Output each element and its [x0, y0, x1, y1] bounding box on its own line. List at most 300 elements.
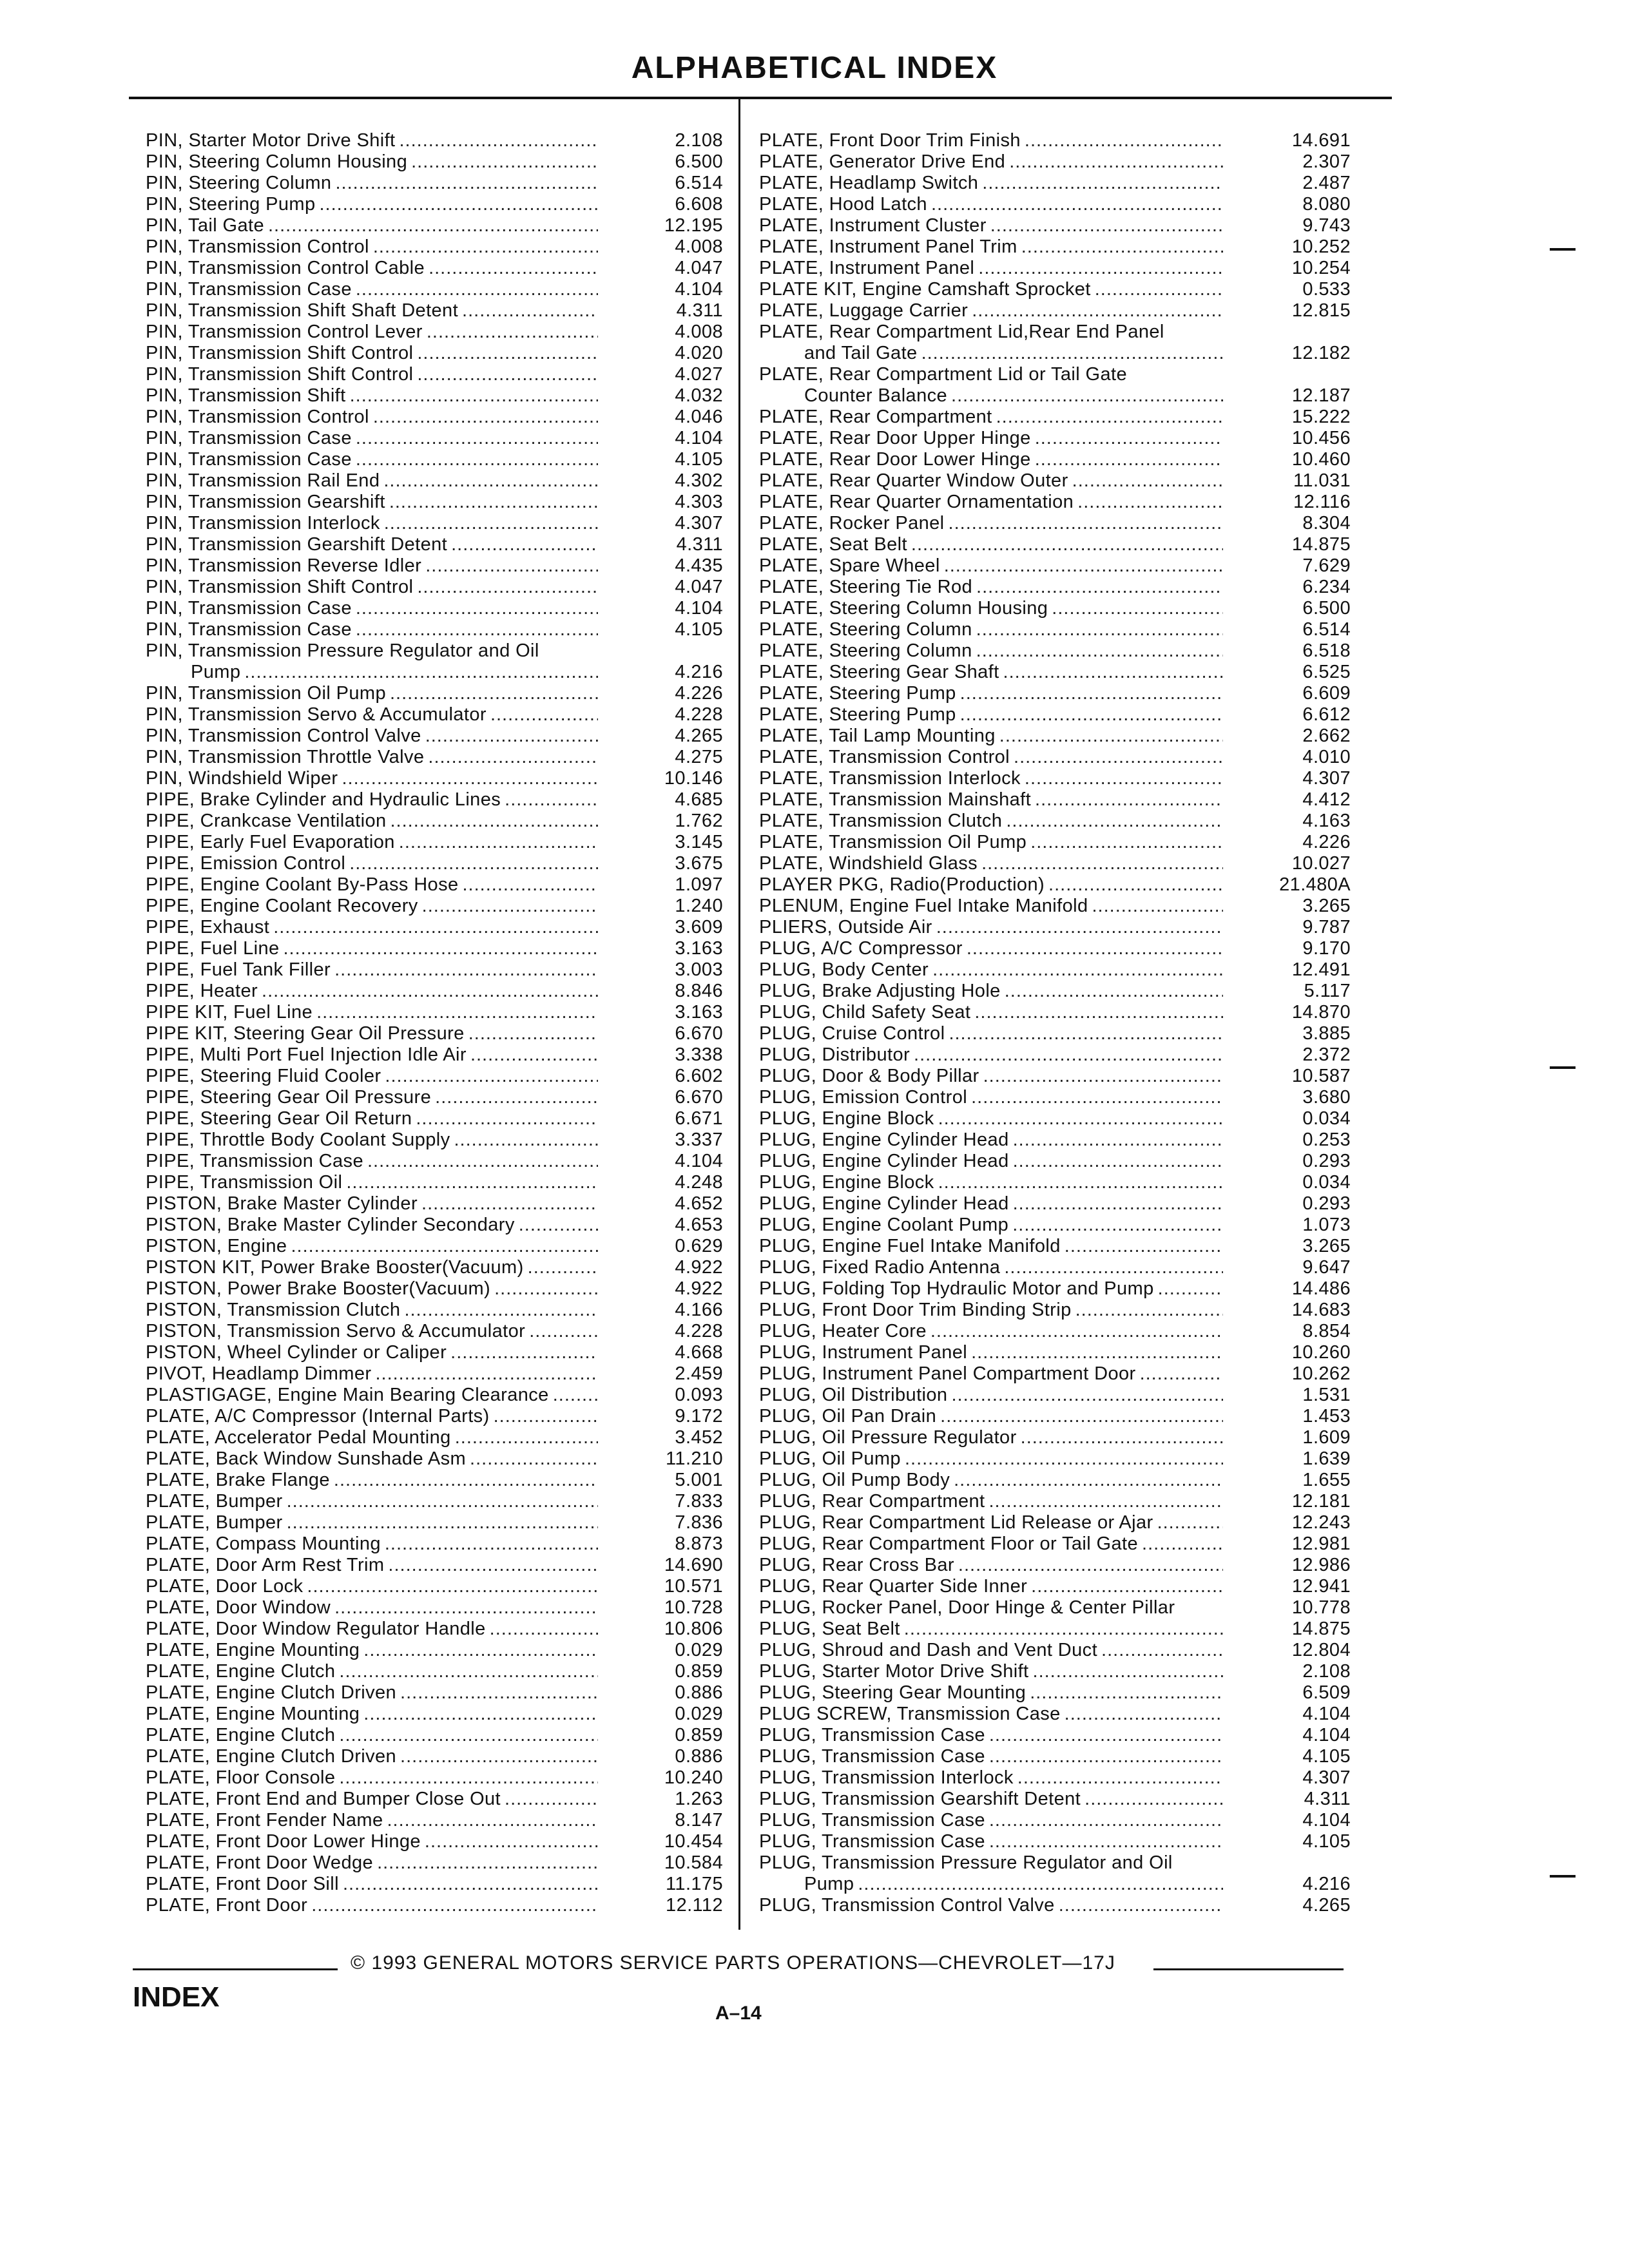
- entry-label-wrap: [146, 173, 602, 194]
- index-entry: [146, 279, 723, 300]
- entry-label-wrap: [146, 1810, 602, 1831]
- entry-label-wrap: [759, 981, 1227, 1002]
- index-entry: [759, 1023, 1351, 1044]
- entry-label-wrap: [146, 832, 602, 853]
- entry-name: PLATE, Steering Column Housing: [759, 598, 1048, 619]
- entry-name: PLUG, Emission Control: [759, 1087, 968, 1108]
- entry-label-wrap: [759, 513, 1227, 534]
- entry-page-ref: 4.104: [1302, 1810, 1351, 1831]
- index-entry: [759, 938, 1351, 959]
- entry-page-ref: 4.307: [675, 513, 723, 533]
- entry-name: PLUG, Engine Cylinder Head: [759, 1193, 1009, 1214]
- index-entry: [759, 1236, 1351, 1257]
- entry-label-wrap: [146, 1363, 602, 1385]
- entry-page-ref: 12.195: [664, 215, 723, 236]
- index-entry: [759, 1087, 1351, 1108]
- entry-page-ref: 0.886: [675, 1746, 723, 1767]
- entry-label-wrap: [146, 194, 602, 215]
- entry-label-wrap: [759, 322, 1227, 364]
- dot-leader: [976, 640, 1223, 662]
- entry-page-ref: 12.804: [1291, 1640, 1351, 1660]
- index-entry: [759, 768, 1351, 789]
- entry-label-wrap: [759, 959, 1227, 981]
- entry-page-ref: 10.587: [1291, 1066, 1351, 1086]
- entry-label-wrap: [759, 130, 1227, 151]
- dot-leader: [342, 768, 599, 789]
- dot-leader: [989, 1746, 1223, 1767]
- entry-page-ref: 4.104: [1302, 1725, 1351, 1745]
- index-entry: [759, 449, 1351, 470]
- dot-leader: [356, 449, 598, 470]
- dot-leader: [363, 1704, 598, 1725]
- entry-label-wrap: [146, 1321, 602, 1342]
- dot-leader: [505, 1789, 598, 1810]
- entry-page-ref: 10.778: [1291, 1597, 1351, 1618]
- entry-name: PLUG, Engine Block: [759, 1108, 934, 1129]
- entry-label-wrap: [146, 1427, 602, 1448]
- entry-page-ref: 4.685: [675, 789, 723, 810]
- index-entry: [146, 747, 723, 768]
- entry-name: PIN, Transmission Case: [146, 449, 352, 470]
- entry-name: PLUG, Transmission Gearshift Detent: [759, 1789, 1081, 1809]
- entry-label-wrap: [146, 789, 602, 811]
- entry-page-ref: 9.743: [1302, 215, 1351, 236]
- entry-name: PIN, Tail Gate: [146, 215, 264, 236]
- entry-name: PLATE, Steering Gear Shaft: [759, 662, 999, 682]
- page-number: A–14: [715, 2003, 762, 2024]
- entry-name: PLATE, Luggage Carrier: [759, 300, 969, 321]
- entry-page-ref: 1.263: [675, 1789, 723, 1809]
- entry-label-wrap: [146, 1895, 602, 1916]
- index-entry: [146, 215, 723, 236]
- dot-leader: [375, 1363, 598, 1385]
- entry-name: PIPE, Engine Coolant By-Pass Hose: [146, 874, 459, 895]
- index-entry: [146, 1491, 723, 1512]
- entry-page-ref: 9.647: [1302, 1257, 1351, 1278]
- entry-label-wrap: [759, 1236, 1227, 1257]
- entry-name: PLUG, Folding Top Hydraulic Motor and Pump: [759, 1278, 1154, 1299]
- entry-label-wrap: [759, 874, 1227, 896]
- entry-name: PLATE, Front Door Lower Hinge: [146, 1831, 421, 1852]
- entry-page-ref: 2.372: [1302, 1044, 1351, 1065]
- index-entry: [759, 194, 1351, 215]
- dot-leader: [494, 1406, 598, 1427]
- entry-label-wrap: [146, 640, 602, 683]
- entry-page-ref: 10.254: [1291, 258, 1351, 278]
- entry-label-wrap: [146, 1470, 602, 1491]
- entry-label-wrap: [146, 1342, 602, 1363]
- index-entry: [759, 1533, 1351, 1555]
- entry-page-ref: 1.453: [1302, 1406, 1351, 1427]
- dot-leader: [455, 1427, 598, 1448]
- entry-name: PIN, Steering Column: [146, 173, 332, 193]
- entry-name: PLUG, Rear Cross Bar: [759, 1555, 954, 1575]
- entry-page-ref: 4.302: [675, 470, 723, 491]
- section-label: INDEX: [133, 1981, 220, 2013]
- entry-name: PIN, Transmission Throttle Valve: [146, 747, 425, 767]
- entry-name: PLATE, Rear Compartment Lid or Tail Gate: [759, 364, 1127, 385]
- dot-leader: [462, 300, 598, 322]
- dot-leader: [911, 534, 1223, 555]
- entry-page-ref: 12.941: [1291, 1576, 1351, 1597]
- entry-label-wrap: [759, 534, 1227, 555]
- entry-label-wrap: [759, 832, 1227, 853]
- index-entry: [146, 1363, 723, 1385]
- entry-name: PLUG, Rear Quarter Side Inner: [759, 1576, 1028, 1597]
- index-entry: [146, 449, 723, 470]
- entry-name: PLUG, Engine Fuel Intake Manifold: [759, 1236, 1061, 1256]
- entry-page-ref: 3.337: [675, 1129, 723, 1150]
- index-entry: [759, 364, 1351, 407]
- dot-leader: [858, 1874, 1223, 1895]
- index-entry: [759, 1470, 1351, 1491]
- entry-page-ref: 10.260: [1291, 1342, 1351, 1363]
- index-entry: [146, 683, 723, 704]
- entry-name: PIN, Transmission Control Valve: [146, 726, 421, 746]
- entry-label-wrap: [146, 1597, 602, 1619]
- entry-label-wrap: [146, 1789, 602, 1810]
- entry-name: PLATE, Door Window: [146, 1597, 331, 1618]
- index-entry: [146, 917, 723, 938]
- entry-name: PLATE, Front Door Sill: [146, 1874, 339, 1894]
- entry-page-ref: 3.163: [675, 938, 723, 959]
- entry-label-wrap: [759, 1704, 1227, 1725]
- dot-leader: [921, 343, 1223, 364]
- entry-page-ref: 3.680: [1302, 1087, 1351, 1108]
- index-entry: [759, 407, 1351, 428]
- entry-page-ref: 3.265: [1302, 896, 1351, 916]
- entry-label-wrap: [146, 811, 602, 832]
- entry-name: PLATE, Front Door: [146, 1895, 308, 1916]
- entry-page-ref: 4.008: [675, 322, 723, 342]
- entry-label-wrap: [146, 1023, 602, 1044]
- index-entry: [759, 173, 1351, 194]
- dot-leader: [346, 1172, 598, 1193]
- dot-leader: [356, 279, 598, 300]
- index-entry: [146, 598, 723, 619]
- entry-name: PIN, Transmission Case: [146, 279, 352, 300]
- index-entry: [146, 534, 723, 555]
- entry-name: PLUG, Transmission Interlock: [759, 1767, 1014, 1788]
- dot-leader: [1158, 1278, 1223, 1300]
- index-entry: [146, 1682, 723, 1704]
- entry-label-wrap: [146, 1151, 602, 1172]
- entry-page-ref: 12.491: [1291, 959, 1351, 980]
- entry-name: PLATE, Engine Clutch Driven: [146, 1746, 397, 1767]
- entry-name: PIPE, Fuel Tank Filler: [146, 959, 331, 980]
- index-entry: [146, 832, 723, 853]
- dot-leader: [262, 981, 598, 1002]
- page-title: ALPHABETICAL INDEX: [631, 51, 998, 85]
- entry-label-wrap: [759, 279, 1227, 300]
- entry-label-wrap: [146, 492, 602, 513]
- dot-leader: [1048, 874, 1223, 896]
- dot-leader: [387, 1810, 598, 1831]
- entry-page-ref: 10.027: [1291, 853, 1351, 874]
- entry-page-ref: 4.105: [1302, 1831, 1351, 1852]
- entry-name: PLUG, Engine Coolant Pump: [759, 1215, 1009, 1235]
- dot-leader: [468, 1023, 598, 1044]
- entry-name: PLUG SCREW, Transmission Case: [759, 1704, 1061, 1724]
- entry-label-wrap: [759, 811, 1227, 832]
- index-entry: [146, 1385, 723, 1406]
- dot-leader: [1025, 130, 1223, 151]
- index-entry: [759, 662, 1351, 683]
- entry-page-ref: 4.105: [1302, 1746, 1351, 1767]
- entry-name: PIN, Transmission Gearshift: [146, 492, 385, 512]
- entry-name: PLUG, Oil Pressure Regulator: [759, 1427, 1017, 1448]
- index-entry: [759, 1257, 1351, 1278]
- index-entry: [146, 1725, 723, 1746]
- dot-leader: [425, 726, 598, 747]
- index-entry: [759, 1640, 1351, 1661]
- entry-name: PISTON, Brake Master Cylinder Secondary: [146, 1215, 515, 1235]
- index-entry: [759, 258, 1351, 279]
- index-entry: [146, 300, 723, 322]
- dot-leader: [982, 173, 1223, 194]
- entry-page-ref: 21.480A: [1279, 874, 1351, 895]
- dot-leader: [1013, 1129, 1223, 1151]
- entry-label-wrap: [146, 1767, 602, 1789]
- dot-leader: [976, 577, 1223, 598]
- entry-page-ref: 3.885: [1302, 1023, 1351, 1044]
- index-entry: [759, 1002, 1351, 1023]
- entry-name: PLUG, A/C Compressor: [759, 938, 963, 959]
- entry-label-wrap: [759, 896, 1227, 917]
- entry-page-ref: 6.670: [675, 1023, 723, 1044]
- entry-page-ref: 6.671: [675, 1108, 723, 1129]
- entry-label-wrap: [146, 1874, 602, 1895]
- entry-name: PLATE, Engine Clutch: [146, 1725, 336, 1745]
- index-entry: [759, 747, 1351, 768]
- dot-leader: [960, 683, 1223, 704]
- entry-name: PIPE, Multi Port Fuel Injection Idle Air: [146, 1044, 467, 1065]
- entry-label-wrap: [146, 747, 602, 768]
- entry-name: PIPE, Steering Fluid Cooler: [146, 1066, 381, 1086]
- entry-page-ref: 3.003: [675, 959, 723, 980]
- dot-leader: [244, 662, 598, 683]
- entry-label-wrap: [146, 1661, 602, 1682]
- entry-page-ref: 4.922: [675, 1278, 723, 1299]
- entry-label-wrap: [146, 513, 602, 534]
- entry-label-wrap: [759, 364, 1227, 407]
- entry-label-wrap: [759, 683, 1227, 704]
- dot-leader: [904, 1619, 1223, 1640]
- margin-mark: [1550, 1066, 1576, 1069]
- entry-page-ref: 6.670: [675, 1087, 723, 1108]
- entry-label-wrap: [146, 1746, 602, 1767]
- entry-name: PIN, Transmission Rail End: [146, 470, 380, 491]
- entry-name: PLUG, Oil Pump Body: [759, 1470, 950, 1490]
- entry-name: PIN, Transmission Pressure Regulator and Oil: [146, 640, 539, 661]
- dot-leader: [1035, 449, 1223, 470]
- entry-page-ref: 4.922: [675, 1257, 723, 1278]
- entry-label-wrap: [759, 1321, 1227, 1342]
- dot-leader: [1005, 981, 1223, 1002]
- entry-name: PIN, Transmission Control Lever: [146, 322, 423, 342]
- entry-label-wrap: [146, 1193, 602, 1215]
- dot-leader: [416, 1108, 598, 1129]
- dot-leader: [1030, 1682, 1223, 1704]
- footer-rule-left: [133, 1968, 338, 1970]
- entry-name: PLENUM, Engine Fuel Intake Manifold: [759, 896, 1088, 916]
- entry-label-wrap: [146, 555, 602, 577]
- entry-page-ref: 6.509: [1302, 1682, 1351, 1703]
- index-entry: [759, 1044, 1351, 1066]
- dot-leader: [335, 173, 598, 194]
- dot-leader: [1065, 1236, 1223, 1257]
- entry-label-wrap: [759, 938, 1227, 959]
- entry-label-wrap: [759, 1682, 1227, 1704]
- entry-label-wrap: [759, 1257, 1227, 1278]
- index-entry: [759, 619, 1351, 640]
- dot-leader: [1095, 279, 1223, 300]
- index-entry: [759, 1831, 1351, 1852]
- entry-name: PLATE, Bumper: [146, 1491, 283, 1512]
- entry-name: PIPE KIT, Fuel Line: [146, 1002, 313, 1023]
- index-entry: [759, 534, 1351, 555]
- entry-name: PLATE, Rear Quarter Window Outer: [759, 470, 1068, 491]
- entry-name: PLATE KIT, Engine Camshaft Sprocket: [759, 279, 1091, 300]
- dot-leader: [958, 1555, 1223, 1576]
- entry-label-wrap: [146, 1278, 602, 1300]
- entry-name: PIN, Transmission Gearshift Detent: [146, 534, 448, 555]
- entry-page-ref: 0.029: [675, 1640, 723, 1660]
- entry-page-ref: 14.690: [664, 1555, 723, 1575]
- entry-page-ref: 1.609: [1302, 1427, 1351, 1448]
- entry-page-ref: 6.500: [675, 151, 723, 172]
- entry-label-wrap: [146, 279, 602, 300]
- entry-label-wrap: [759, 258, 1227, 279]
- margin-mark: [1550, 1875, 1576, 1878]
- index-entry: [759, 1215, 1351, 1236]
- entry-label-wrap: [146, 1576, 602, 1597]
- dot-leader: [971, 1087, 1223, 1108]
- entry-name: PLUG, Shroud and Dash and Vent Duct: [759, 1640, 1098, 1660]
- entry-label-wrap: [146, 1257, 602, 1278]
- entry-label-wrap: [759, 407, 1227, 428]
- entry-name: PLATE, Door Window Regulator Handle: [146, 1619, 486, 1639]
- index-entry: [146, 619, 723, 640]
- entry-page-ref: 4.104: [1302, 1704, 1351, 1724]
- dot-leader: [470, 1448, 598, 1470]
- entry-name-continued: Pump: [804, 1874, 854, 1894]
- entry-page-ref: 5.001: [675, 1470, 723, 1490]
- entry-page-ref: 14.683: [1291, 1300, 1351, 1320]
- dot-leader: [494, 1278, 598, 1300]
- entry-page-ref: 4.307: [1302, 768, 1351, 789]
- entry-name: PIN, Transmission Shift Control: [146, 577, 414, 597]
- footer-rule-right: [1153, 1968, 1344, 1970]
- entry-name: PIPE, Transmission Oil: [146, 1172, 343, 1193]
- dot-leader: [356, 428, 598, 449]
- dot-leader: [1059, 1895, 1223, 1916]
- dot-leader: [356, 598, 598, 619]
- entry-label-wrap: [759, 1342, 1227, 1363]
- entry-page-ref: 0.029: [675, 1704, 723, 1724]
- entry-label-wrap: [146, 1385, 602, 1406]
- dot-leader: [385, 1066, 598, 1087]
- entry-page-ref: 0.859: [675, 1661, 723, 1682]
- index-entry: [759, 1321, 1351, 1342]
- entry-page-ref: 6.525: [1302, 662, 1351, 682]
- entry-page-ref: 1.240: [675, 896, 723, 916]
- entry-page-ref: 10.571: [664, 1576, 723, 1597]
- entry-label-wrap: [759, 1555, 1227, 1576]
- entry-label-wrap: [759, 151, 1227, 173]
- index-entry: [146, 1789, 723, 1810]
- entry-name: PISTON, Wheel Cylinder or Caliper: [146, 1342, 447, 1363]
- entry-label-wrap: [146, 938, 602, 959]
- entry-page-ref: 1.531: [1302, 1385, 1351, 1405]
- index-entry: [759, 1491, 1351, 1512]
- dot-leader: [404, 1300, 598, 1321]
- index-entry: [146, 343, 723, 364]
- dot-leader: [1013, 1151, 1223, 1172]
- entry-name: PLATE, Floor Console: [146, 1767, 336, 1788]
- dot-leader: [529, 1321, 598, 1342]
- index-entry: [759, 1682, 1351, 1704]
- dot-leader: [425, 1831, 598, 1852]
- index-entry: [146, 555, 723, 577]
- dot-leader: [988, 1491, 1223, 1512]
- entry-name: PLATE, Transmission Interlock: [759, 768, 1021, 789]
- entry-page-ref: 12.187: [1291, 385, 1351, 406]
- entry-page-ref: 4.653: [675, 1215, 723, 1235]
- index-entry: [759, 1852, 1351, 1895]
- entry-name: PLAYER PKG, Radio(Production): [759, 874, 1045, 895]
- dot-leader: [905, 1448, 1223, 1470]
- entry-label-wrap: [146, 449, 602, 470]
- index-entry: [759, 1704, 1351, 1725]
- entry-label-wrap: [146, 322, 602, 343]
- entry-page-ref: 12.112: [666, 1895, 723, 1916]
- entry-label-wrap: [759, 300, 1227, 322]
- dot-leader: [307, 1576, 598, 1597]
- entry-name: PLUG, Oil Distribution: [759, 1385, 948, 1405]
- dot-leader: [450, 1342, 598, 1363]
- entry-page-ref: 4.228: [675, 704, 723, 725]
- dot-leader: [978, 258, 1223, 279]
- dot-leader: [425, 555, 598, 577]
- index-entry: [759, 1661, 1351, 1682]
- entry-page-ref: 9.170: [1302, 938, 1351, 959]
- index-entry: [146, 896, 723, 917]
- entry-label-wrap: [759, 428, 1227, 449]
- entry-page-ref: 6.514: [675, 173, 723, 193]
- dot-leader: [1142, 1533, 1223, 1555]
- index-entry: [759, 959, 1351, 981]
- dot-leader: [940, 1406, 1223, 1427]
- index-entry: [759, 236, 1351, 258]
- entry-label-wrap: [759, 1108, 1227, 1129]
- dot-leader: [388, 1555, 598, 1576]
- entry-page-ref: 8.854: [1302, 1321, 1351, 1341]
- entry-name: PLATE, Hood Latch: [759, 194, 927, 215]
- dot-leader: [417, 577, 598, 598]
- index-column-left: [146, 130, 723, 1916]
- entry-label-wrap: [759, 236, 1227, 258]
- entry-name: PLATE, Bumper: [146, 1512, 283, 1533]
- entry-page-ref: 10.146: [664, 768, 723, 789]
- entry-label-wrap: [759, 173, 1227, 194]
- entry-name: PIN, Transmission Control Cable: [146, 258, 425, 278]
- index-entry: [146, 1448, 723, 1470]
- entry-page-ref: 8.080: [1302, 194, 1351, 215]
- index-entry: [759, 322, 1351, 364]
- dot-leader: [384, 513, 598, 534]
- entry-name: PLUG, Fixed Radio Antenna: [759, 1257, 1001, 1278]
